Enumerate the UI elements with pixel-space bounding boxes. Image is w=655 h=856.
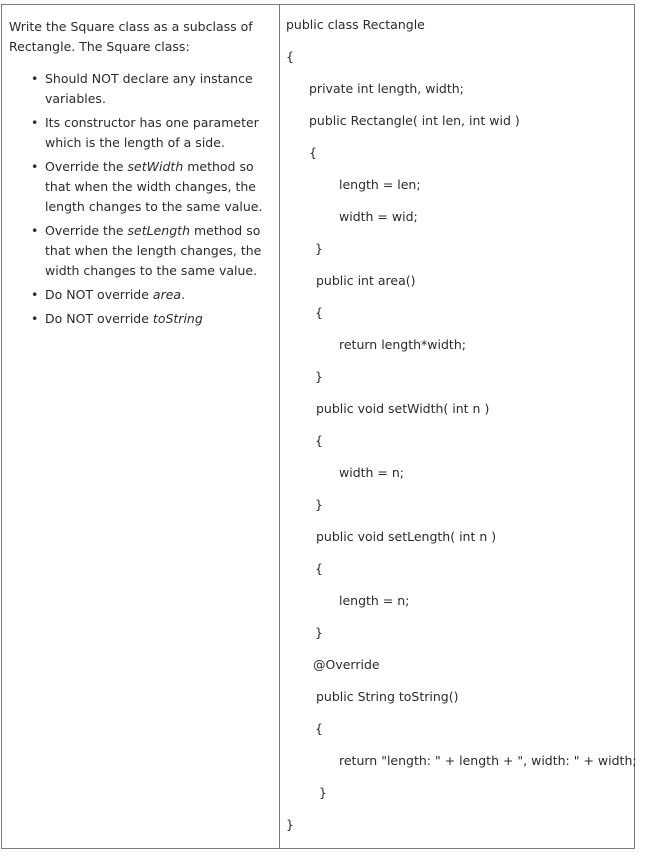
code-line: { xyxy=(315,433,323,448)
code-line: public String toString() xyxy=(316,689,459,704)
requirement-text: Override the xyxy=(45,159,128,174)
requirement-item xyxy=(9,113,271,153)
requirement-item xyxy=(9,69,271,109)
code-line: width = n; xyxy=(339,465,405,480)
code-line: public void setWidth( int n ) xyxy=(316,401,490,416)
requirement-text: Override the xyxy=(45,223,128,238)
code-line: public class Rectangle xyxy=(286,17,425,32)
column-divider xyxy=(279,5,280,848)
code-line: length = len; xyxy=(339,177,421,192)
requirement-method-name: setLength xyxy=(127,223,190,238)
requirement-text: method so that when the length changes, the width changes to the same value. xyxy=(45,223,262,278)
code-line: { xyxy=(315,561,323,576)
code-line: public void setLength( int n ) xyxy=(316,529,497,544)
requirement-text: method so that when the width changes, the length changes to the same value. xyxy=(45,159,263,214)
code-line: } xyxy=(319,785,327,800)
requirement-method-name: setWidth xyxy=(127,159,184,174)
code-line: } xyxy=(315,625,323,640)
bullet-icon: • xyxy=(31,311,39,326)
requirement-item xyxy=(9,285,271,305)
requirement-item xyxy=(9,221,271,281)
code-line: @Override xyxy=(313,657,380,672)
bullet-icon: • xyxy=(31,223,39,238)
code-line: { xyxy=(309,145,317,160)
instructions-intro: Write the Square class as a subclass of Rectangle. The Square class: xyxy=(9,19,253,54)
requirement-text: Do NOT override xyxy=(45,311,153,326)
requirement-method-name: toString xyxy=(152,311,203,326)
code-line: private int length, width; xyxy=(309,81,464,96)
requirement-item xyxy=(9,309,271,329)
code-line: return "length: " + length + ", width: " + width; xyxy=(339,753,637,768)
code-line: { xyxy=(286,49,294,64)
code-line: return length*width; xyxy=(339,337,466,352)
code-line: public int area() xyxy=(316,273,416,288)
code-line: } xyxy=(315,497,323,512)
code-line: { xyxy=(315,305,323,320)
requirement-text: Should NOT declare any instance variables. xyxy=(45,71,253,106)
bullet-icon: • xyxy=(31,159,39,174)
bullet-icon: • xyxy=(31,287,39,302)
requirement-text: Its constructor has one parameter which is the length of a side. xyxy=(45,115,259,150)
requirement-item xyxy=(9,157,271,217)
instructions-cell xyxy=(9,17,271,333)
code-line: width = wid; xyxy=(339,209,418,224)
code-line: { xyxy=(315,721,323,736)
code-line: } xyxy=(286,817,294,832)
requirement-method-name: area xyxy=(152,287,182,302)
code-line: } xyxy=(315,241,323,256)
requirement-text: Do NOT override xyxy=(45,287,153,302)
code-line: length = n; xyxy=(339,593,410,608)
bullet-icon: • xyxy=(31,71,39,86)
requirements-list xyxy=(9,69,271,329)
code-line: } xyxy=(315,369,323,384)
requirement-text: . xyxy=(181,287,186,302)
bullet-icon: • xyxy=(31,115,39,130)
document-table xyxy=(1,4,635,849)
code-line: public Rectangle( int len, int wid ) xyxy=(309,113,520,128)
